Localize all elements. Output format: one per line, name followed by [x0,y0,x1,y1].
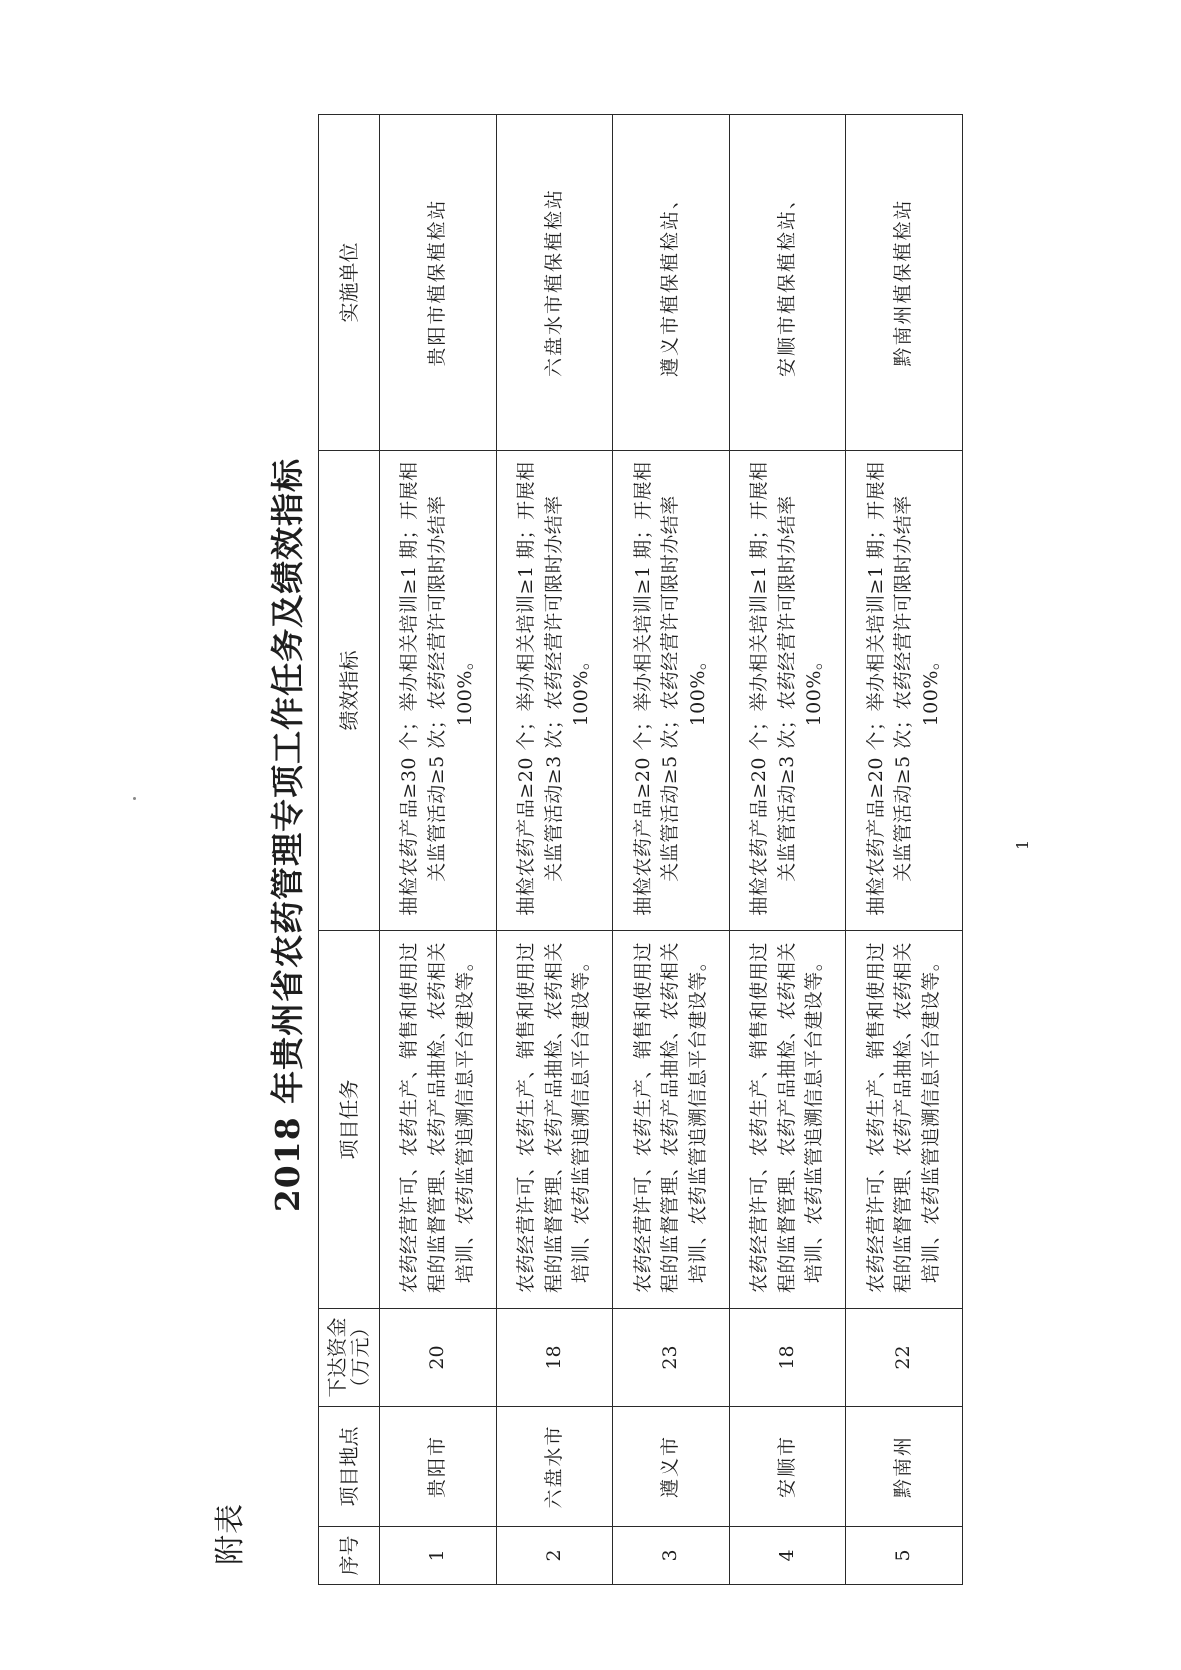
row-location: 六盘水市 [496,1407,613,1527]
header-indicators: 绩效指标 [319,451,380,931]
row-unit: 贵阳市植保植检站 [380,115,497,451]
row-indicators: 抽检农药产品≥20 个；举办相关培训≥1 期；开展相关监管活动≥3 次；农药经营许可限时办结率 100%。 [729,451,846,931]
page-number: 1 [1013,839,1032,850]
row-task: 农药经营许可、农药生产、销售和使用过程的监督管理、农药产品抽检、农药相关培训、农药监管追溯信息平台建设等。 [729,931,846,1309]
row-task: 农药经营许可、农药生产、销售和使用过程的监督管理、农药产品抽检、农药相关培训、农药监管追溯信息平台建设等。 [613,931,730,1309]
table-header-row [319,115,380,1585]
header-index: 序号 [319,1527,380,1585]
row-unit: 遵义市植保植检站、 [613,115,730,451]
table-row [496,115,613,1585]
row-index: 3 [613,1527,730,1585]
header-location: 项目地点 [319,1407,380,1527]
row-unit: 安顺市植保植检站、 [729,115,846,451]
header-unit: 实施单位 [319,115,380,451]
row-index: 2 [496,1527,613,1585]
table-row [380,115,497,1585]
header-funds-line1: 下达资金 [325,1317,349,1398]
row-index: 4 [729,1527,846,1585]
header-funds [319,1309,380,1407]
row-unit: 六盘水市植保植检站 [496,115,613,451]
row-index: 5 [846,1527,963,1585]
row-funds: 18 [729,1309,846,1407]
appendix-label: 附表 [213,1503,248,1565]
row-funds: 18 [496,1309,613,1407]
row-task: 农药经营许可、农药生产、销售和使用过程的监督管理、农药产品抽检、农药相关培训、农药监管追溯信息平台建设等。 [380,931,497,1309]
row-indicators: 抽检农药产品≥20 个；举办相关培训≥1 期；开展相关监管活动≥5 次；农药经营许可限时办结率 100%。 [613,451,730,931]
document-title: 2018 年贵州省农药管理专项工作任务及绩效指标 [268,457,307,1213]
row-location: 安顺市 [729,1407,846,1527]
row-funds: 22 [846,1309,963,1407]
row-funds: 20 [380,1309,497,1407]
row-location: 黔南州 [846,1407,963,1527]
task-indicator-table [318,114,963,1585]
header-funds-line2: （万元） [348,1317,372,1398]
row-location: 贵阳市 [380,1407,497,1527]
table-row [846,115,963,1585]
row-indicators: 抽检农药产品≥30 个；举办相关培训≥1 期；开展相关监管活动≥5 次；农药经营许可限时办结率 100%。 [380,451,497,931]
scan-speck [133,797,136,800]
row-location: 遵义市 [613,1407,730,1527]
row-indicators: 抽检农药产品≥20 个；举办相关培训≥1 期；开展相关监管活动≥3 次；农药经营许可限时办结率 100%。 [496,451,613,931]
row-task: 农药经营许可、农药生产、销售和使用过程的监督管理、农药产品抽检、农药相关培训、农药监管追溯信息平台建设等。 [846,931,963,1309]
row-index: 1 [380,1527,497,1585]
row-indicators: 抽检农药产品≥20 个；举办相关培训≥1 期；开展相关监管活动≥5 次；农药经营许可限时办结率 100%。 [846,451,963,931]
header-task: 项目任务 [319,931,380,1309]
table-row [729,115,846,1585]
row-funds: 23 [613,1309,730,1407]
row-unit: 黔南州植保植检站 [846,115,963,451]
row-task: 农药经营许可、农药生产、销售和使用过程的监督管理、农药产品抽检、农药相关培训、农药监管追溯信息平台建设等。 [496,931,613,1309]
table-row [613,115,730,1585]
